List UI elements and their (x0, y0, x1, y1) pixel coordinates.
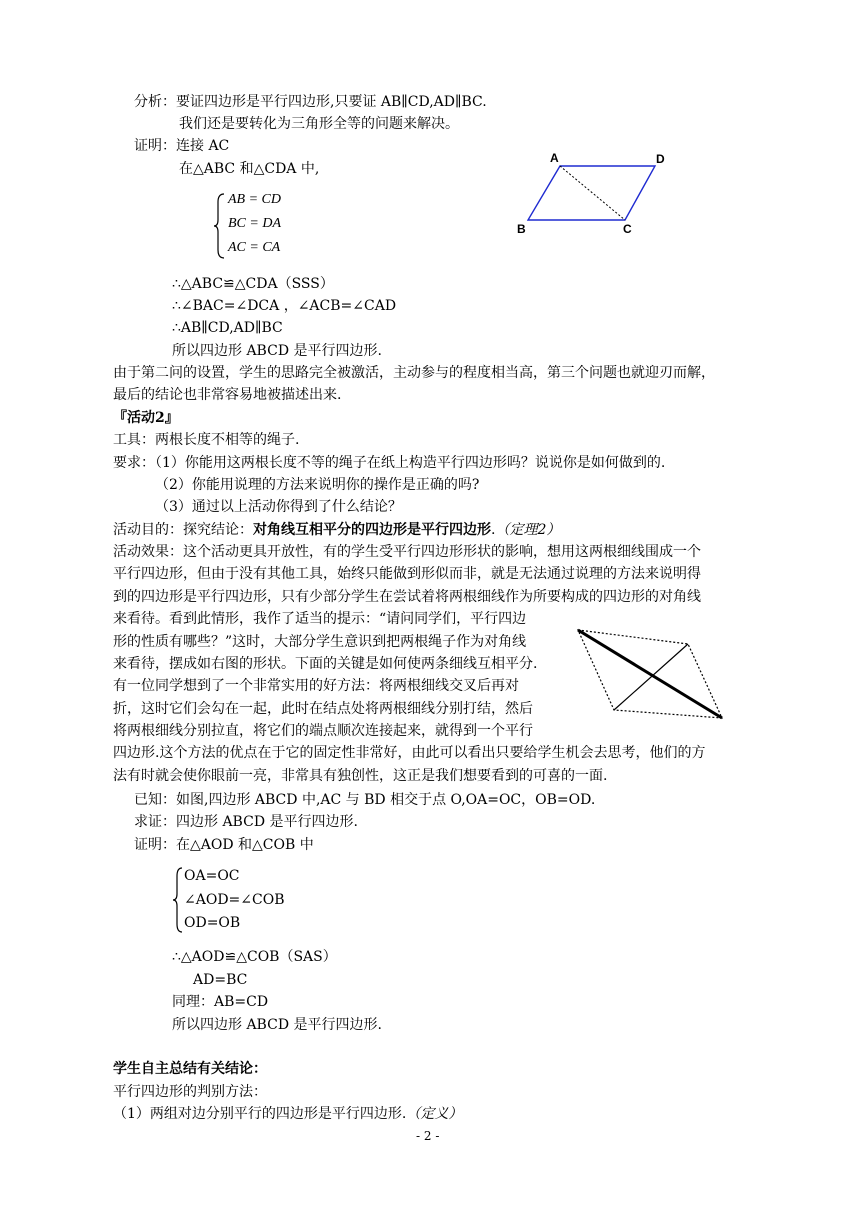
activity2-purpose (113, 520, 560, 540)
proof2-start: 证明：在△AOD 和△COB 中 (134, 837, 314, 853)
vertex-label-d: D (656, 152, 665, 166)
summary-line-2: 最后的结论也非常容易地被描述出来. (113, 387, 342, 403)
activity2-req-3: （3）通过以上活动你得到了什么结论？ (155, 499, 402, 515)
proof1-step-1: ∴△ABC≌△CDA（SSS） (172, 276, 334, 292)
system1-eq-2: BC = DA (228, 216, 281, 231)
proof2-step-4: 所以四边形 ABCD 是平行四边形. (172, 1017, 382, 1033)
summary-line-1: 由于第二问的设置，学生的思路完全被激活，主动参与的程度相当高，第三个问题也就迎刃而解， (113, 365, 715, 381)
proof1-step-4: 所以四边形 ABCD 是平行四边形. (172, 343, 382, 359)
analysis-line-2: 我们还是要转化为三角形全等的问题来解决。 (179, 116, 459, 132)
system1-eq-1: AB = CD (228, 192, 281, 207)
conclusion-line-1: 平行四边形的判别方法： (113, 1084, 267, 1100)
vertex-label-b: B (517, 222, 526, 236)
conclusion-title: 学生自主总结有关结论： (113, 1061, 267, 1077)
analysis-line-1: 分析：要证四边形是平行四边形,只要证 AB∥CD,AD∥BC. (134, 94, 487, 110)
rope-parallelogram-figure (570, 622, 730, 726)
vertex-label-c: C (623, 222, 632, 236)
activity2-title: 『活动2』 (113, 410, 179, 426)
proof2-step-1: ∴△AOD≌△COB（SAS） (172, 949, 337, 965)
conclusion-criterion-1: （1）两组对边分别平行的四边形是平行四边形. (113, 1106, 407, 1122)
parallelogram-figure-1 (510, 148, 680, 238)
rope-thick-diagonal (578, 630, 722, 718)
system-brace-2 (172, 866, 184, 934)
proof2-given: 已知：如图,四边形 ABCD 中,AC 与 BD 相交于点 O,OA=OC，OB=OD. (134, 792, 596, 808)
conclusion-line-2 (113, 1104, 462, 1124)
system-brace-1 (212, 192, 226, 260)
proof1-line-1: 证明：连接 AC (134, 138, 230, 154)
page-number: - 2 - (416, 1129, 440, 1143)
purpose-theorem: 对角线互相平分的四边形是平行四边形 (253, 522, 491, 538)
system2-eq-1: OA=OC (184, 868, 240, 884)
effect-line-8: 折，这时它们会勾在一起，此时在结点处将两根细线分别打结，然后 (113, 701, 533, 717)
effect-line-2: 平行四边形，但由于没有其他工具，始终只能做到形似而非，就是无法通过说理的方法来说明得 (113, 566, 701, 582)
proof2-step-2: AD=BC (193, 972, 248, 988)
system1-eq-3: AC = CA (228, 240, 281, 255)
purpose-prefix: 活动目的：探究结论： (113, 522, 253, 538)
activity2-tool: 工具：两根长度不相等的绳子. (113, 432, 300, 448)
proof1-step-3: ∴AB∥CD,AD∥BC (172, 320, 283, 336)
conclusion-criterion-tag: （定义） (406, 1106, 463, 1122)
purpose-theorem-tag: （定理2） (495, 522, 561, 538)
proof2-step-3: 同理：AB=CD (172, 994, 269, 1010)
activity2-req-2: （2）你能用说理的方法来说明你的操作是正确的吗? (155, 477, 480, 493)
diagonal-ac (560, 166, 625, 220)
activity2-req-1: 要求：（1）你能用这两根长度不等的绳子在纸上构造平行四边形吗？说说你是如何做到的. (113, 455, 666, 471)
effect-line-4: 来看待。看到此情形，我作了适当的提示：“请问同学们，平行四边 (113, 611, 527, 627)
effect-line-3: 到的四边形是平行四边形，只有少部分学生在尝试着将两根细线作为所要构成的四边形的对角线 (113, 589, 701, 605)
effect-line-9: 将两根细线分别拉直，将它们的端点顺次连接起来，就得到一个平行 (113, 723, 533, 739)
proof1-step-2: ∴∠BAC=∠DCA ，∠ACB=∠CAD (172, 298, 397, 314)
effect-line-6: 来看待，摆成如右图的形状。下面的关键是如何使两条细线互相平分. (113, 656, 538, 672)
effect-line-7: 有一位同学想到了一个非常实用的好方法：将两根细线交叉后再对 (113, 678, 519, 694)
system2-eq-3: OD=OB (184, 915, 241, 931)
effect-line-1: 活动效果：这个活动更具开放性，有的学生受平行四边形形状的影响，想用这两根细线围成一个 (113, 544, 701, 560)
effect-line-11: 法有时就会使你眼前一亮，非常具有独创性，这正是我们想要看到的可喜的一面. (113, 768, 608, 784)
effect-line-10: 四边形.这个方法的优点在于它的固定性非常好，由此可以看出只要给学生机会去思考，他们的方 (113, 745, 706, 761)
proof2-prove: 求证：四边形 ABCD 是平行四边形. (134, 814, 358, 830)
parallelogram-abcd (528, 166, 655, 220)
proof1-line-2: 在△ABC 和△CDA 中, (179, 161, 320, 177)
vertex-label-a: A (550, 151, 559, 165)
purpose-dot: . (491, 522, 496, 538)
rope-thin-diagonal (614, 644, 688, 710)
effect-line-5: 形的性质有哪些？”这时，大部分学生意识到把两根绳子作为对角线 (113, 634, 527, 650)
system2-eq-2: ∠AOD=∠COB (184, 892, 285, 908)
